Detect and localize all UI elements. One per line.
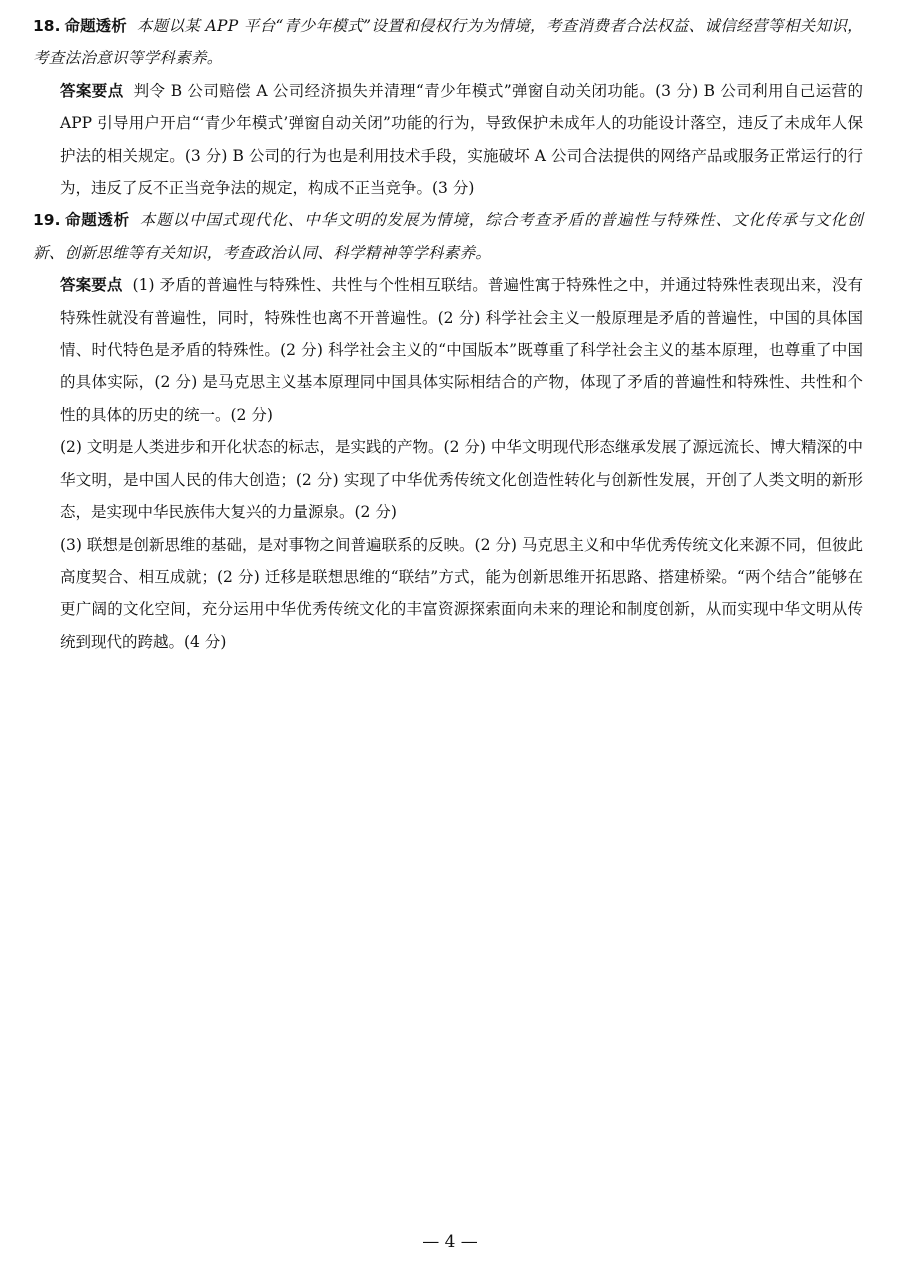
answer-heading: 答案要点 [60, 276, 123, 295]
analysis-text: 本题以某 APP 平台“青少年模式”设置和侵权行为为情境，考查消费者合法权益、诚信经营等相关知识，考查法治意识等学科素养。 [33, 17, 863, 68]
analysis-heading: 命题透析 [64, 17, 127, 35]
answer-paragraph: (1) 矛盾的普遍性与特殊性、共性与个性相互联结。普遍性寓于特殊性之中，并通过特殊性表现出来，没有特殊性就没有普遍性，同时，特殊性也离不开普遍性。(2 分) 科学社会主义一般原理是矛盾的普遍性，中国的具体国情、时代特色是矛盾的特殊性。(2 分) 科学社会主义的“中国版本”既尊重了科学社会主义的基本原理，也尊重了中国的具体实际，(2 分) 是马克思主义基本原理同中国具体实际相结合的产物，体现了矛盾的普遍性和特殊性、共性和个性的具体的历史的统一。(2 分) [60, 276, 863, 424]
answer-paragraph: (2) 文明是人类进步和开化状态的标志，是实践的产物。(2 分) 中华文明现代形态继承发展了源远流长、博大精深的中华文明，是中国人民的伟大创造；(2 分) 实现了中华优秀传统文化创造性转化与创新性发展，开创了人类文明的新形态，是实现中华民族伟大复兴的力量源泉。(2 分) [60, 438, 863, 522]
question-19-answer-part-3 [33, 529, 863, 659]
question-number: 18. [33, 17, 61, 35]
question-19-answer-part-2 [33, 431, 863, 528]
page-number: — 4 — [422, 1232, 478, 1252]
question-19 [33, 204, 863, 658]
answer-paragraph: (3) 联想是创新思维的基础，是对事物之间普遍联系的反映。(2 分) 马克思主义和中华优秀传统文化来源不同，但彼此高度契合、相互成就；(2 分) 迁移是联想思维的“联结”方式，能为创新思维开拓思路、搭建桥梁。“两个结合”能够在更广阔的文化空间，充分运用中华优秀传统文化的丰富资源探索面向未来的理论和制度创新，从而实现中华文明从传统到现代的跨越。(4 分) [60, 535, 863, 651]
analysis-heading: 命题透析 [64, 211, 130, 230]
question-18-answer [33, 75, 863, 205]
question-19-analysis [33, 204, 863, 269]
question-number: 19. [33, 211, 61, 230]
analysis-text: 本题以中国式现代化、中华文明的发展为情境，综合考查矛盾的普遍性与特殊性、文化传承与文化创新、创新思维等有关知识，考查政治认同、科学精神等学科素养。 [33, 211, 863, 262]
question-18 [33, 10, 863, 204]
answer-paragraph: 判令 B 公司赔偿 A 公司经济损失并清理“青少年模式”弹窗自动关闭功能。(3 分) B 公司利用自己运营的 APP 引导用户开启“‘青少年模式’弹窗自动关闭”功能的行为，导致保护未成年人的功能设计落空，违反了未成年人保护法的相关规定。(3 分) B 公司的行为也是利用技术手段，实施破坏 A 公司合法提供的网络产品或服务正常运行的行为，违反了反不正当竞争法的规定，构成不正当竞争。(3 分) [60, 81, 863, 198]
answer-heading: 答案要点 [60, 81, 124, 100]
question-19-answer-part-1 [33, 269, 863, 431]
question-18-analysis [33, 10, 863, 75]
answer-key-content [33, 10, 863, 658]
